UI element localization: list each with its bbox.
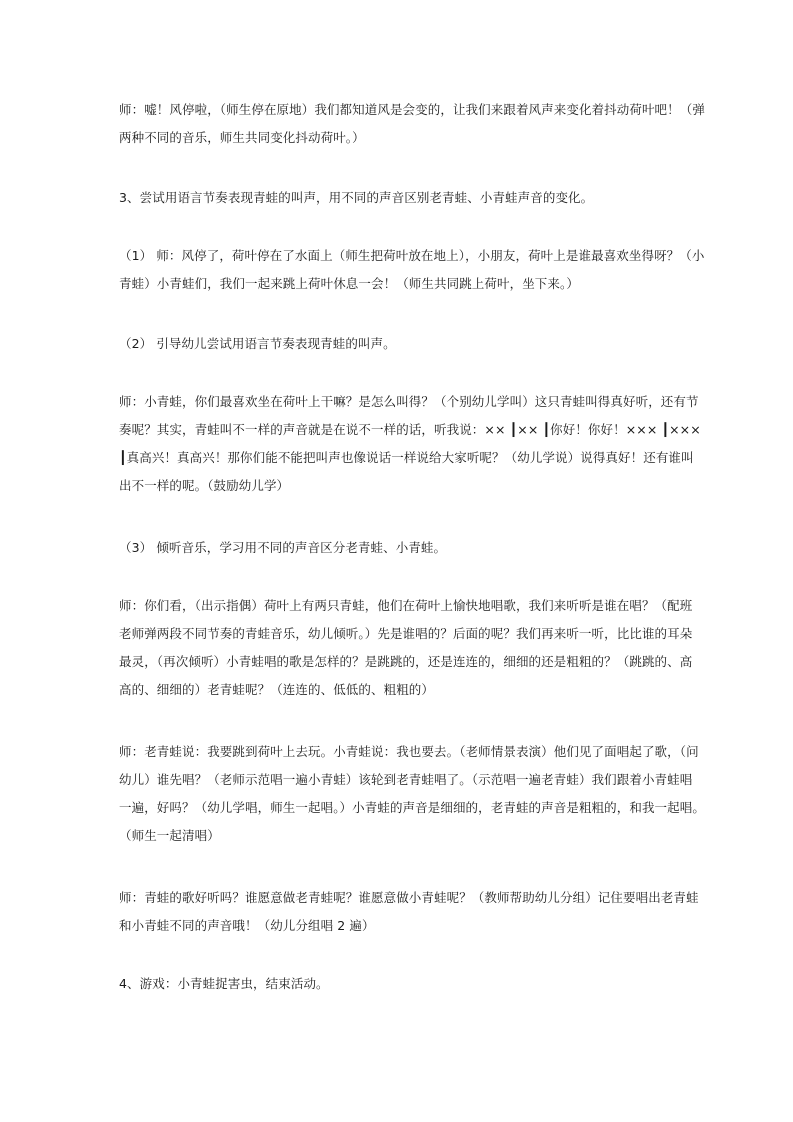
- text-line: 师：你们看，（出示指偶）荷叶上有两只青蛙，他们在荷叶上愉快地唱歌，我们来听听是谁在唱？（配班: [119, 598, 693, 613]
- text-line: 4、游戏：小青蛙捉害虫，结束活动。: [119, 976, 329, 991]
- paragraph-step-3: [119, 534, 679, 562]
- text-line: 最灵，（再次倾听）小青蛙唱的歌是怎样的？是跳跳的，还是连连的，细细的还是粗粗的？（跳跳的、高: [119, 654, 693, 669]
- paragraph-listening: [119, 592, 693, 704]
- text-line: 高的、细细的）老青蛙呢？（连连的、低低的、粗粗的）: [119, 682, 435, 697]
- text-line: （师生一起清唱）: [119, 828, 220, 843]
- paragraph-step-2: [119, 330, 679, 358]
- paragraph-frog-rhythm: [119, 388, 701, 500]
- text-line: （2） 引导幼儿尝试用语言节奏表现青蛙的叫声。: [119, 336, 396, 351]
- text-line: 师：小青蛙，你们最喜欢坐在荷叶上干嘛？是怎么叫得？（个别幼儿学叫）这只青蛙叫得真好听，还有节: [119, 394, 699, 409]
- text-line: 师：青蛙的歌好听吗？谁愿意做老青蛙呢？谁愿意做小青蛙呢？（教师帮助幼儿分组）记住要唱出老青蛙: [119, 890, 699, 905]
- paragraph-step-1: [119, 242, 705, 298]
- text-line: ┃真高兴！真高兴！那你们能不能把叫声也像说话一样说给大家听呢？（幼儿学说）说得真好！还有谁叫: [119, 450, 694, 465]
- paragraph-grouping: [119, 884, 699, 940]
- text-line: 师：老青蛙说：我要跳到荷叶上去玩。小青蛙说：我也要去。（老师情景表演）他们见了面唱起了歌，（问: [119, 744, 699, 759]
- text-line: （1） 师：风停了，荷叶停在了水面上（师生把荷叶放在地上），小朋友，荷叶上是谁最喜欢坐得呀？（小: [119, 248, 705, 263]
- text-line: 师：嘘！风停啦，（师生停在原地）我们都知道风是会变的，让我们来跟着风声来变化着抖动荷叶吧！（弹: [119, 102, 705, 117]
- text-line: 幼儿）谁先唱？（老师示范唱一遍小青蛙）该轮到老青蛙唱了。（示范唱一遍老青蛙）我们跟着小青蛙唱: [119, 772, 693, 787]
- text-line: 两种不同的音乐，师生共同变化抖动荷叶。）: [119, 130, 365, 145]
- text-line: 3、尝试用语言节奏表现青蛙的叫声，用不同的声音区别老青蛙、小青蛙声音的变化。: [119, 190, 594, 205]
- paragraph-wind-stops: [119, 96, 705, 152]
- section-heading-3: [119, 184, 679, 212]
- text-line: 老师弹两段不同节奏的青蛙音乐，幼儿倾听。）先是谁唱的？后面的呢？我们再来听一听，比比谁的耳朵: [119, 626, 693, 641]
- text-line: 奏呢？其实，青蛙叫不一样的声音就是在说不一样的话，听我说：×× ┃×× ┃你好！你好！××× ┃×××: [119, 422, 701, 437]
- text-line: 出不一样的呢。（鼓励幼儿学）: [119, 478, 290, 493]
- text-line: 青蛙）小青蛙们，我们一起来跳上荷叶休息一会！（师生共同跳上荷叶，坐下来。）: [119, 276, 579, 291]
- text-line: 一遍，好吗？（幼儿学唱，师生一起唱。）小青蛙的声音是细细的，老青蛙的声音是粗粗的，和我一起唱。: [119, 800, 705, 815]
- text-line: 和小青蛙不同的声音哦！（幼儿分组唱 2 遍）: [119, 918, 375, 933]
- section-heading-4: [119, 970, 679, 998]
- paragraph-singing: [119, 738, 705, 850]
- text-line: （3） 倾听音乐，学习用不同的声音区分老青蛙、小青蛙。: [119, 540, 447, 555]
